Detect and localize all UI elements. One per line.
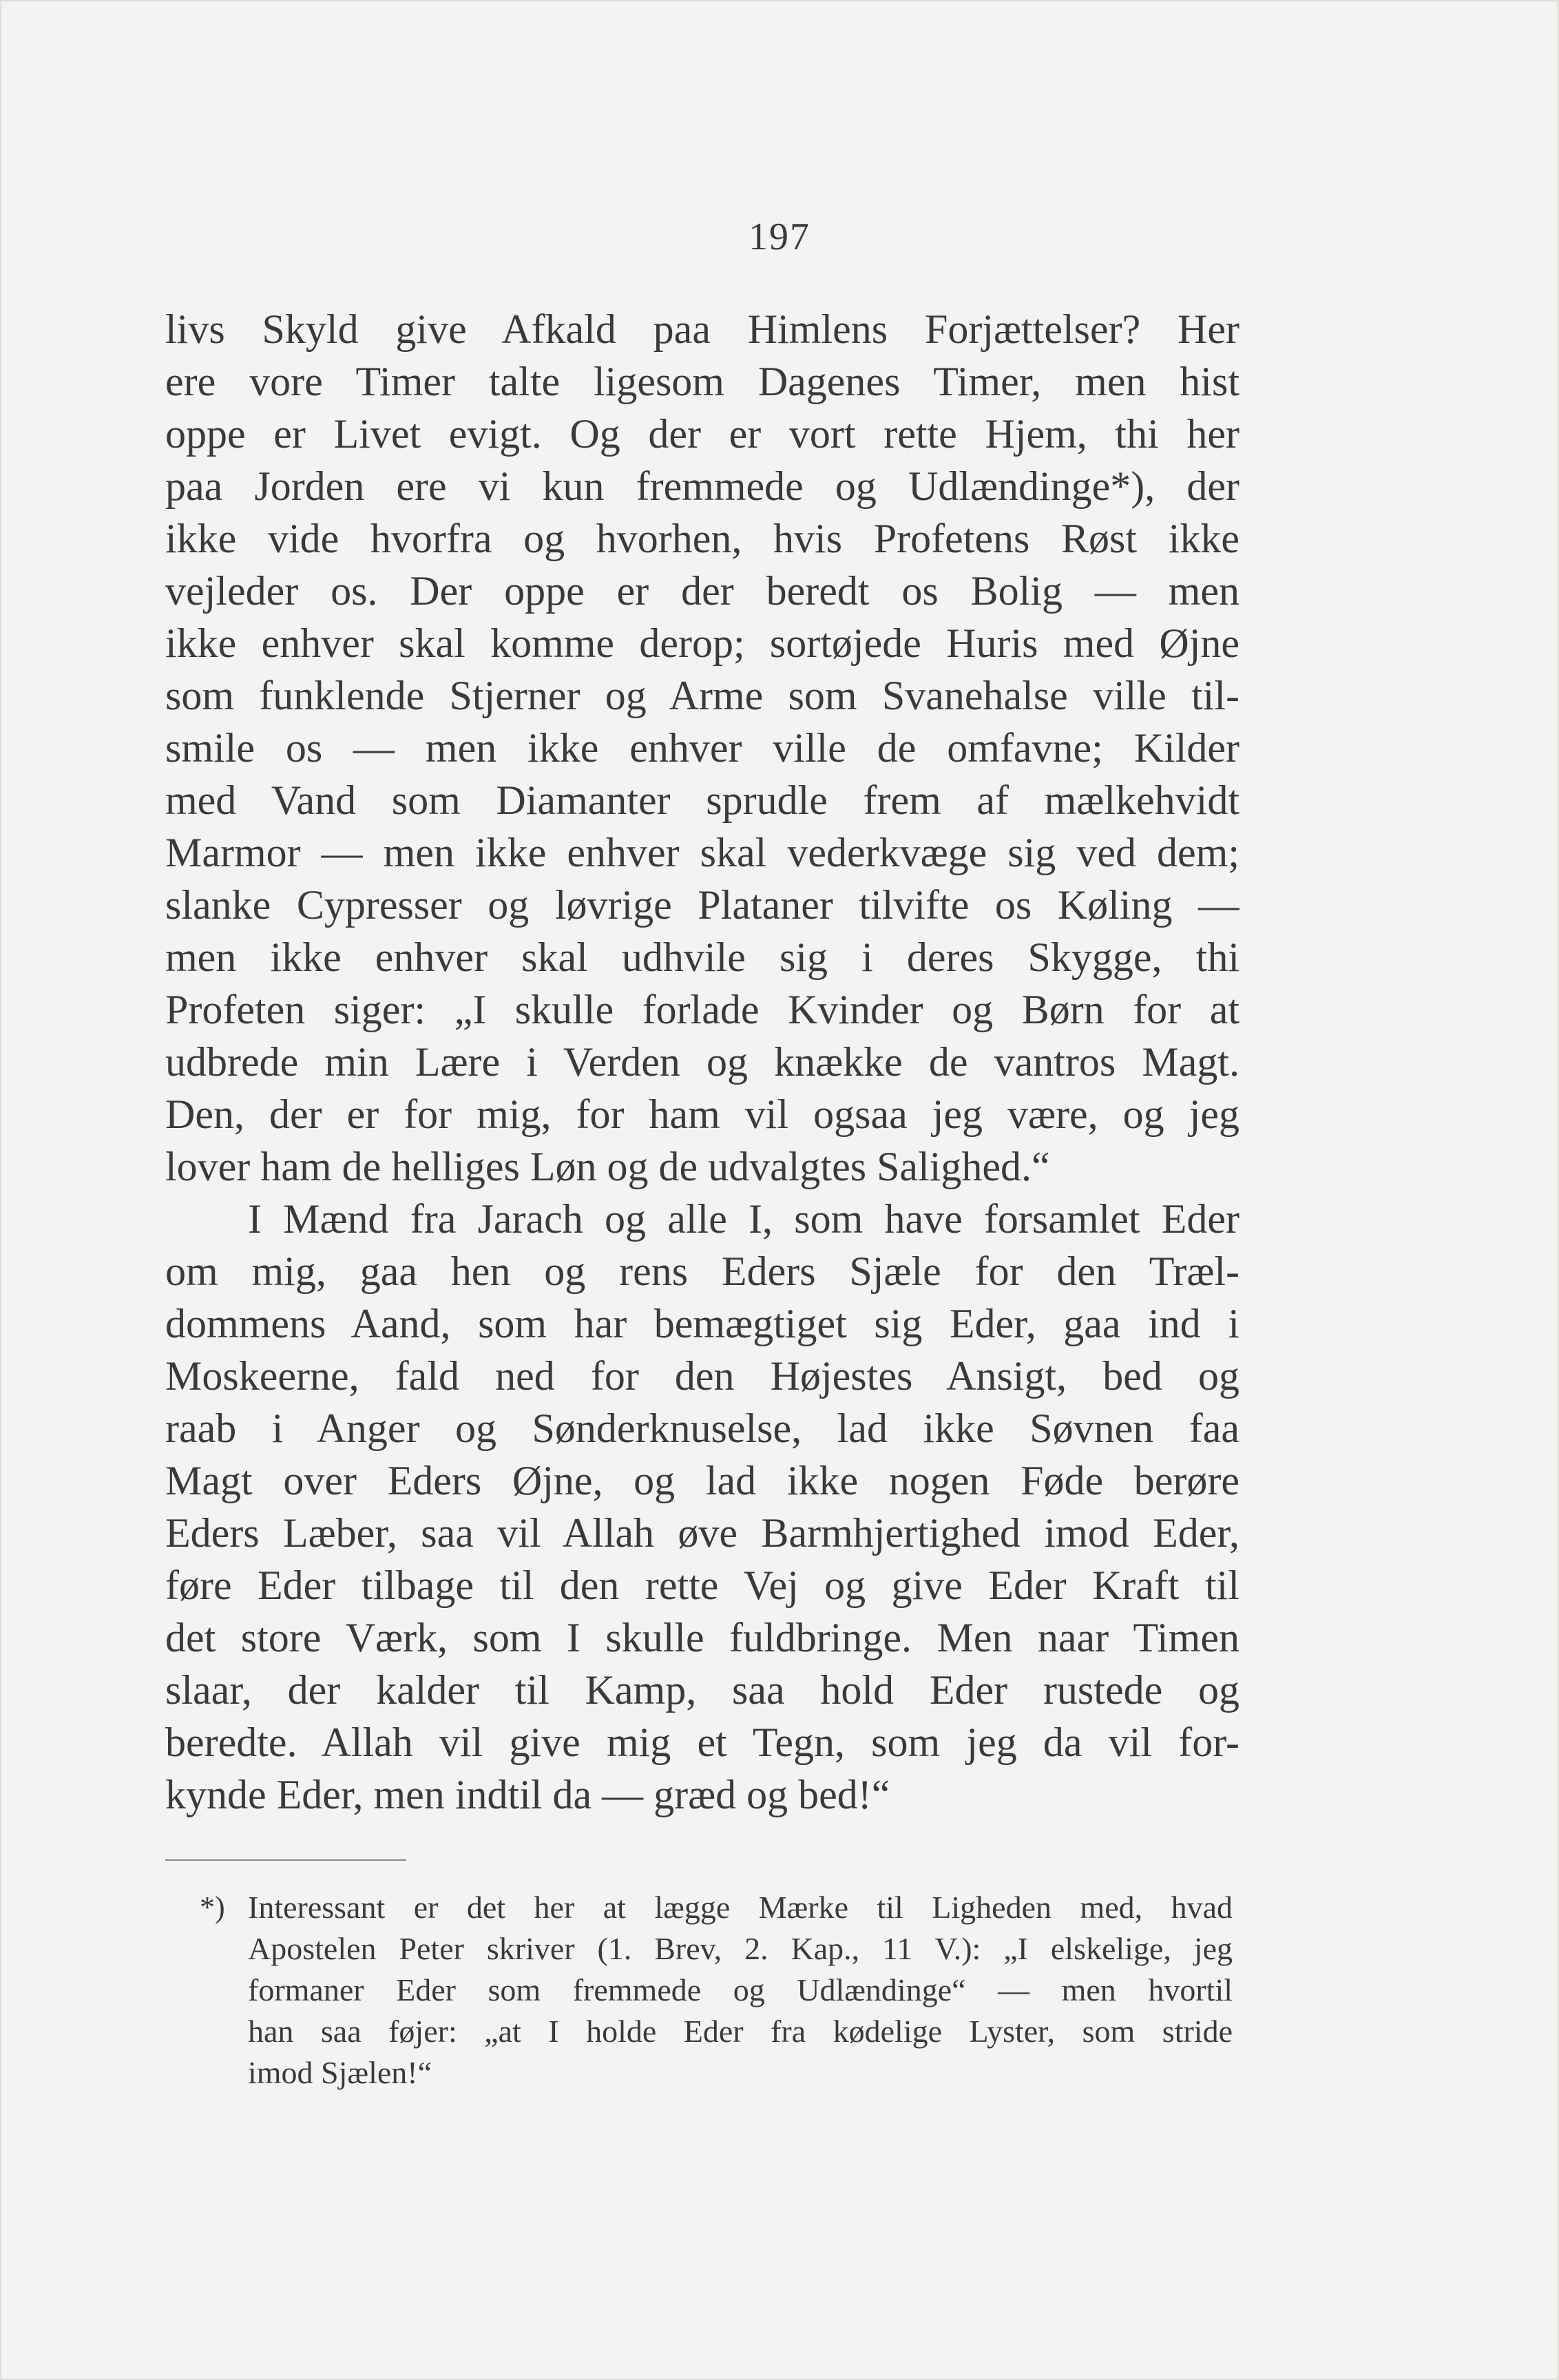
text-line: med Vand som Diamanter sprudle frem af mælkehvidt <box>165 777 1239 823</box>
text-line: Marmor — men ikke enhver skal vederkvæge sig ved dem; <box>165 830 1239 875</box>
paragraph-end-line: lover ham de helliges Løn og de udvalgtes Salighed.“ <box>165 1144 1050 1189</box>
text-line: paa Jorden ere vi kun fremmede og Udlændinge*), der <box>165 463 1239 509</box>
footnote <box>200 1887 1233 2094</box>
footnote-line: imod Sjælen!“ <box>248 2055 432 2090</box>
footnote-separator <box>165 1859 406 1861</box>
text-line: smile os — men ikke enhver ville de omfavne; Kilder <box>165 725 1239 771</box>
text-line: Profeten siger: „I skulle forlade Kvinder og Børn for at <box>165 987 1239 1032</box>
text-line: ikke vide hvorfra og hvorhen, hvis Profetens Røst ikke <box>165 516 1239 561</box>
text-line: livs Skyld give Afkald paa Himlens Forjættelser? Her <box>165 306 1239 352</box>
footnote-line: han saa føjer: „at I holde Eder fra kødelige Lyster, som stride <box>248 2014 1233 2049</box>
text-line: beredte. Allah vil give mig et Tegn, som jeg da vil for- <box>165 1720 1239 1765</box>
text-line: Magt over Eders Øjne, og lad ikke nogen Føde berøre <box>165 1458 1239 1503</box>
text-line: ikke enhver skal komme derop; sortøjede Huris med Øjne <box>165 620 1239 666</box>
text-line: Eders Læber, saa vil Allah øve Barmhjertighed imod Eder, <box>165 1510 1239 1556</box>
text-line: Moskeerne, fald ned for den Højestes Ansigt, bed og <box>165 1353 1239 1399</box>
footnote-marker: *) <box>200 1890 225 1924</box>
text-line: raab i Anger og Sønderknuselse, lad ikke Søvnen faa <box>165 1406 1239 1451</box>
text-line: det store Værk, som I skulle fuldbringe. Men naar Timen <box>165 1615 1239 1660</box>
paragraph-end-line: kynde Eder, men indtil da — græd og bed!“ <box>165 1772 890 1817</box>
text-line: slaar, der kalder til Kamp, saa hold Eder rustede og <box>165 1667 1239 1713</box>
text-line: Den, der er for mig, for ham vil ogsaa jeg være, og jeg <box>165 1092 1239 1137</box>
text-line: oppe er Livet evigt. Og der er vort rette Hjem, thi her <box>165 411 1239 457</box>
text-line: føre Eder tilbage til den rette Vej og give Eder Kraft til <box>165 1563 1239 1608</box>
text-line: om mig, gaa hen og rens Eders Sjæle for den Træl- <box>165 1249 1239 1294</box>
footnote-line: formaner Eder som fremmede og Udlændinge“ — men hvortil <box>248 1972 1233 2007</box>
text-line: ere vore Timer talte ligesom Dagenes Timer, men hist <box>165 359 1239 404</box>
text-line: udbrede min Lære i Verden og knække de vantros Magt. <box>165 1039 1239 1085</box>
text-line: men ikke enhver skal udhvile sig i deres Skygge, thi <box>165 935 1239 980</box>
footnote-line: Apostelen Peter skriver (1. Brev, 2. Kap., 11 V.): „I elskelige, jeg <box>248 1931 1233 1966</box>
text-line: som funklende Stjerner og Arme som Svanehalse ville til- <box>165 673 1239 718</box>
paragraph-start-line: I Mænd fra Jarach og alle I, som have forsamlet Eder <box>248 1196 1239 1242</box>
page-number: 197 <box>749 216 810 258</box>
text-line: dommens Aand, som har bemægtiget sig Eder, gaa ind i <box>165 1301 1239 1346</box>
footnote-line: Interessant er det her at lægge Mærke til Ligheden med, hvad <box>248 1890 1233 1925</box>
text-line: vejleder os. Der oppe er der beredt os Bolig — men <box>165 568 1239 614</box>
text-line: slanke Cypresser og løvrige Plataner tilvifte os Køling — <box>165 882 1239 928</box>
main-text <box>165 303 1239 1821</box>
